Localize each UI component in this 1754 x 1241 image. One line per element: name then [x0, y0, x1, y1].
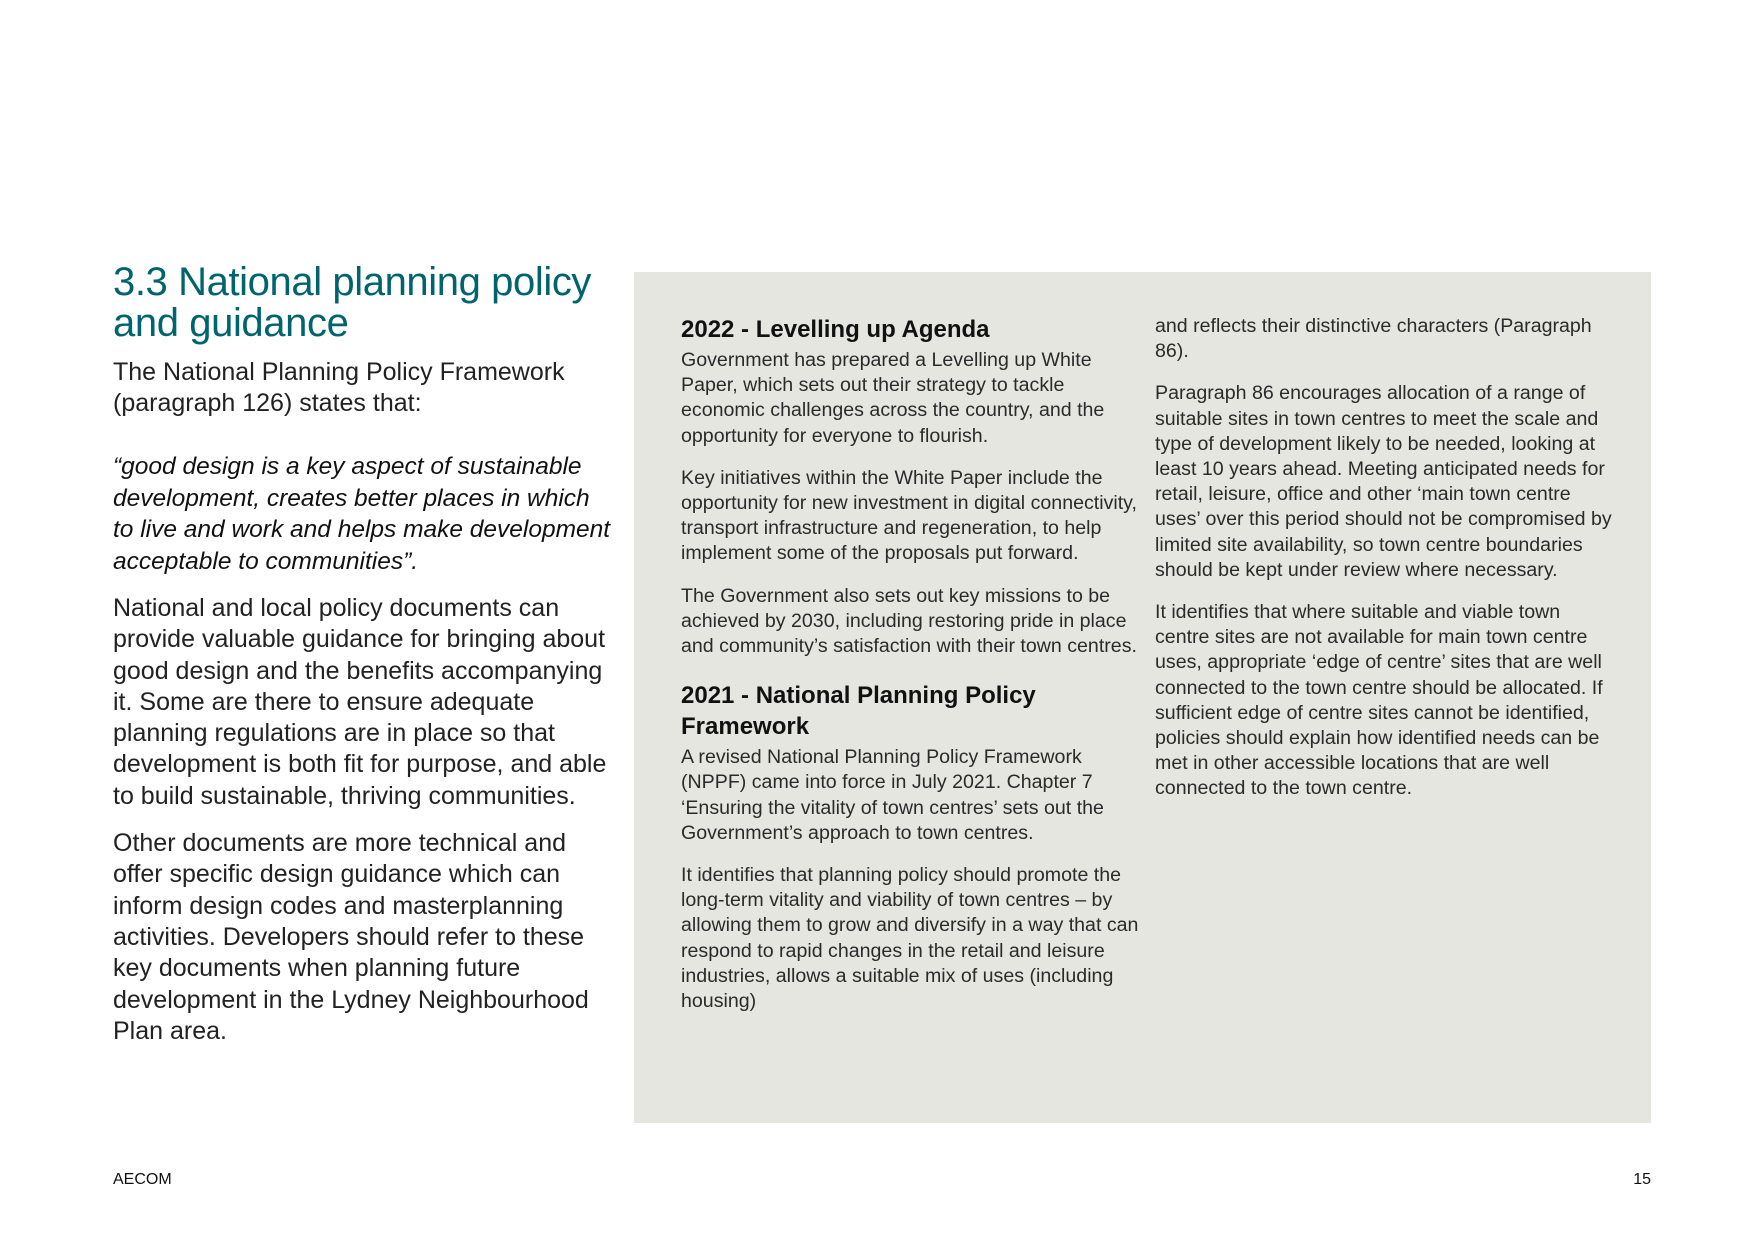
panel-paragraph: The Government also sets out key missions to be achieved by 2030, including restoring pride in place and community’s satisfaction with their town centres. — [681, 584, 1137, 658]
section-title: 3.3 National planning policy and guidance — [113, 260, 592, 345]
panel-paragraph: A revised National Planning Policy Framework (NPPF) came into force in July 2021. Chapter 7 ‘Ensuring the vitality of town centres’ sets out the Government’s approach to town centres. — [681, 746, 1104, 844]
body-paragraph-2: Other documents are more technical and offer specific design guidance which can inform design codes and masterplanning activities. Developers should refer to these key documents when planning future development in the Lydney Neighbourhood Plan area. — [113, 829, 589, 1045]
panel-paragraph: Paragraph 86 encourages allocation of a range of suitable sites in town centres to meet the scale and type of development likely to be needed, looking at least 10 years ahead. Meeting anticipated needs for retail, leisure, office and other ‘main town centre uses’ over this period should not be compromised by limited site availability, so town centre boundaries should be kept under review where necessary. — [1155, 382, 1612, 581]
panel-column-right — [1155, 314, 1615, 802]
panel-paragraph: It identifies that planning policy should promote the long-term vitality and viability of town centres – by allowing them to grow and diversify in a way that can respond to rapid changes in the retail and leisure industries, allows a suitable mix of uses (including housing) — [681, 864, 1139, 1013]
panel-paragraph: It identifies that where suitable and viable town centre sites are not available for main town centre uses, appropriate ‘edge of centre’ sites that are well connected to the town centre should be allocated. If sufficient edge of centre sites cannot be identified, policies should explain how identified needs can be met in other accessible locations that are well connected to the town centre. — [1155, 601, 1603, 800]
panel-heading-levelling-up: 2022 - Levelling up Agenda — [681, 316, 990, 343]
policy-panel — [634, 272, 1651, 1123]
panel-heading-nppf: 2021 - National Planning Policy Framework — [681, 682, 1036, 741]
intro-text: The National Planning Policy Framework (paragraph 126) states that: — [113, 358, 565, 417]
panel-column-left — [681, 314, 1141, 1014]
panel-paragraph: Key initiatives within the White Paper include the opportunity for new investment in digital connectivity, transport infrastructure and regeneration, to help implement some of the proposals put forward. — [681, 466, 1137, 565]
policy-quote: “good design is a key aspect of sustainable development, creates better places in which to live and work and helps make development acceptable to communities”. — [113, 453, 611, 575]
footer-brand: AECOM — [113, 1171, 172, 1188]
left-column — [113, 262, 613, 1047]
body-paragraph-1: National and local policy documents can provide valuable guidance for bringing about good design and the benefits accompanying it. Some are there to ensure adequate planning regulations are in place so that development is both fit for purpose, and able to build sustainable, thriving communities. — [113, 594, 607, 810]
panel-paragraph: Government has prepared a Levelling up White Paper, which sets out their strategy to tackle economic challenges across the country, and the opportunity for everyone to flourish. — [681, 349, 1105, 447]
panel-paragraph: and reflects their distinctive characters (Paragraph 86). — [1155, 315, 1592, 363]
page-number: 15 — [1633, 1171, 1651, 1188]
